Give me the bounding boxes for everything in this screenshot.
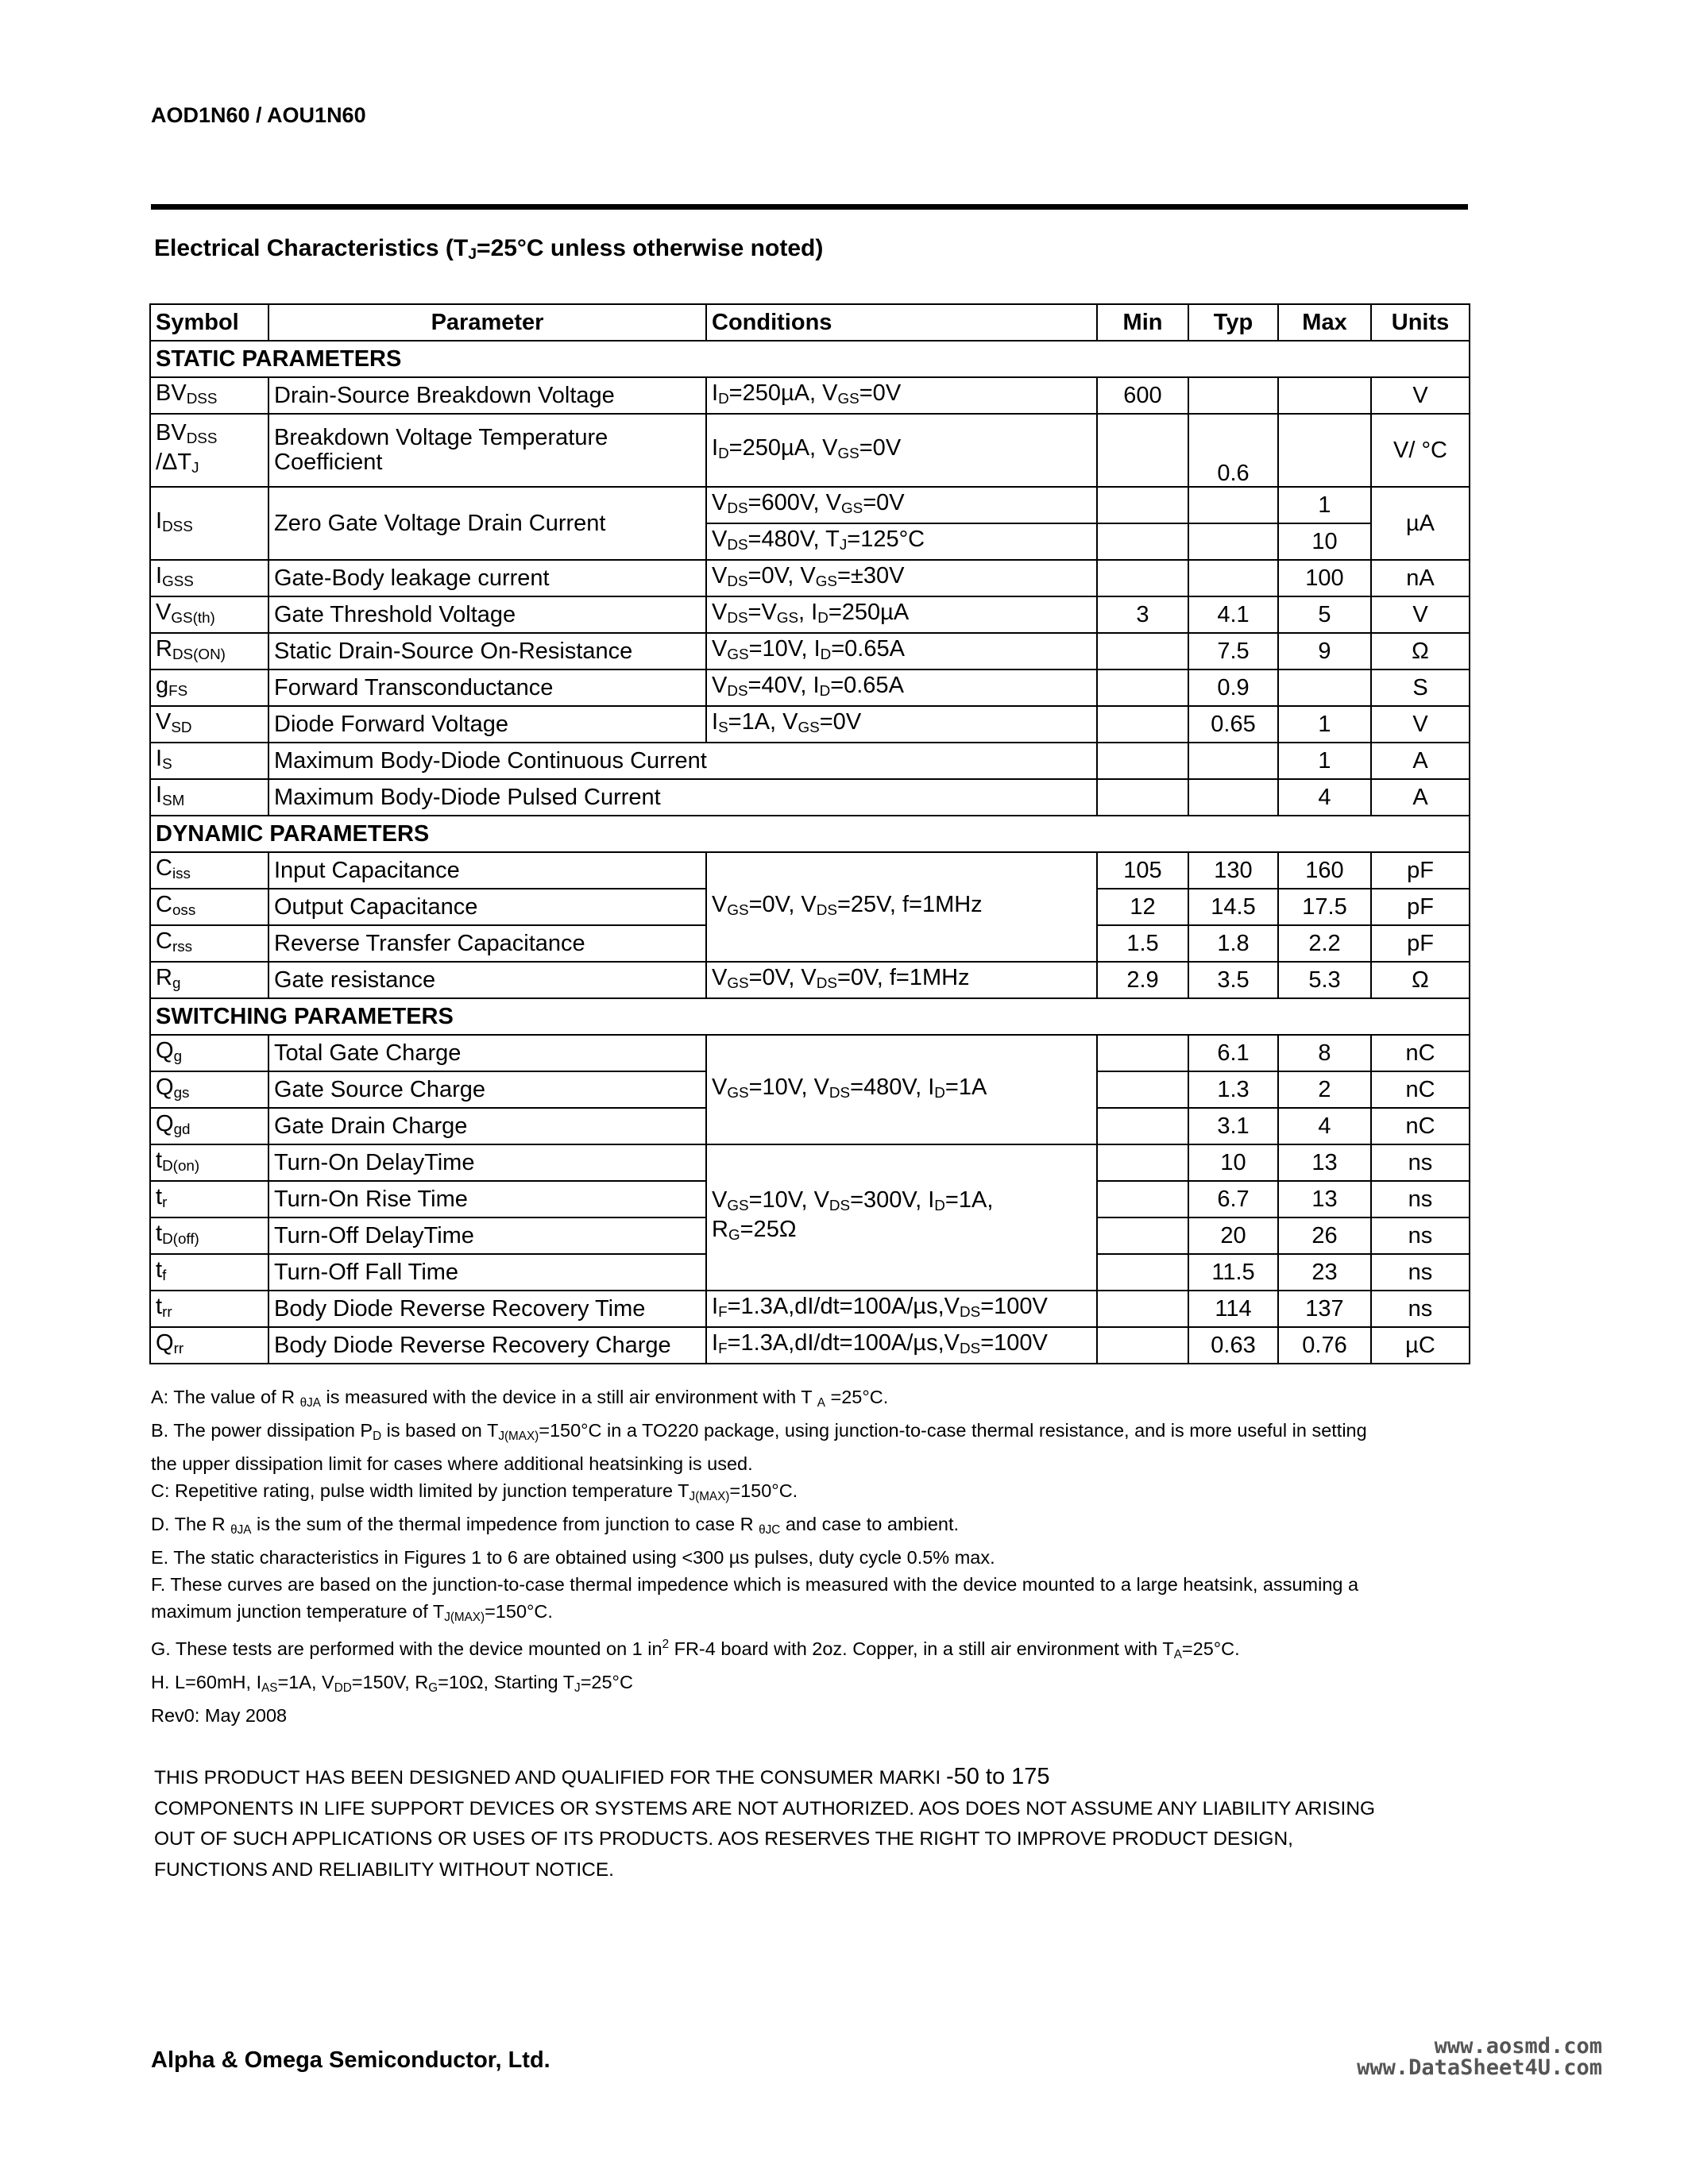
cell-parameter: Input Capacitance xyxy=(268,852,706,889)
cell-min xyxy=(1097,706,1188,743)
disclaimer-line-4: FUNCTIONS AND RELIABILITY WITHOUT NOTICE. xyxy=(154,1858,614,1881)
cell-max: 137 xyxy=(1278,1291,1371,1327)
footnote-f-cont: maximum junction temperature of $T_{J(MAX)}=150^\circ C$. xyxy=(151,1601,553,1624)
cell-min xyxy=(1097,779,1188,816)
revision-note: Rev0: May 2008 xyxy=(151,1704,288,1726)
cell-min xyxy=(1097,1108,1188,1144)
cell-min xyxy=(1097,743,1188,779)
cell-min xyxy=(1097,1217,1188,1254)
cell-units: nC xyxy=(1371,1035,1470,1071)
cell-max: 4 xyxy=(1278,1108,1371,1144)
cell-units: V/ °C xyxy=(1371,414,1470,487)
watermark-aosmd: www.aosmd.com xyxy=(1434,2034,1602,2059)
cell-units: nC xyxy=(1371,1071,1470,1108)
cell-max: 23 xyxy=(1278,1254,1371,1291)
group-label-switching: SWITCHING PARAMETERS xyxy=(150,998,1470,1035)
cell-units: A xyxy=(1371,743,1470,779)
cell-parameter: Gate resistance xyxy=(268,962,706,998)
col-header-max: Max xyxy=(1278,304,1371,341)
cell-conditions: $I_D=250\mu A$, $V_{GS}=0V$ xyxy=(706,414,1097,487)
cell-typ: 130 xyxy=(1188,852,1278,889)
cell-parameter: Maximum Body-Diode Continuous Current xyxy=(268,743,1097,779)
header-rule xyxy=(151,204,1468,210)
col-header-symbol: Symbol xyxy=(150,304,268,341)
table-row xyxy=(150,706,1470,743)
table-row xyxy=(150,560,1470,596)
cell-parameter: Zero Gate Voltage Drain Current xyxy=(268,487,706,560)
cell-max: 8 xyxy=(1278,1035,1371,1071)
cell-max: 17.5 xyxy=(1278,889,1371,925)
cell-typ: 4.1 xyxy=(1188,596,1278,633)
cell-symbol: $R_{DS(ON)}$ xyxy=(150,633,268,669)
table-row xyxy=(150,669,1470,706)
cell-max xyxy=(1278,669,1371,706)
cell-symbol: $V_{SD}$ xyxy=(150,706,268,743)
disclaimer xyxy=(154,1761,1375,1885)
cell-symbol: $Q_{rr}$ xyxy=(150,1327,268,1364)
cell-conditions: $I_D=250\mu A$, $V_{GS}=0V$ xyxy=(706,377,1097,414)
cell-parameter: Breakdown Voltage Temperature Coefficient xyxy=(268,414,706,487)
group-row-dynamic xyxy=(150,816,1470,852)
disclaimer-line-2: COMPONENTS IN LIFE SUPPORT DEVICES OR SYSTEMS ARE NOT AUTHORIZED. AOS DOES NOT ASSUME ANY LIABILITY ARISING xyxy=(154,1797,1376,1819)
cell-min xyxy=(1097,1327,1188,1364)
cell-symbol: $Q_{gd}$ xyxy=(150,1108,268,1144)
cell-typ: 1.3 xyxy=(1188,1071,1278,1108)
cell-symbol: $I_{GSS}$ xyxy=(150,560,268,596)
cell-parameter: Turn-Off DelayTime xyxy=(268,1217,706,1254)
footnote-d: D. The R $_{\theta JA}$ is the sum of the thermal impedence from junction to case R $_{\theta JC}$ and case to ambient. xyxy=(151,1514,960,1537)
cell-conditions: $I_S=1A$, $V_{GS}=0V$ xyxy=(706,706,1097,743)
cell-conditions: $V_{DS}=40V$, $I_D=0.65A$ xyxy=(706,669,1097,706)
cell-max: 5.3 xyxy=(1278,962,1371,998)
cell-units: V xyxy=(1371,377,1470,414)
cell-max: 26 xyxy=(1278,1217,1371,1254)
cell-typ xyxy=(1188,779,1278,816)
table-row xyxy=(150,1291,1470,1327)
cell-symbol: $C_{rss}$ xyxy=(150,925,268,962)
cell-parameter: Reverse Transfer Capacitance xyxy=(268,925,706,962)
cell-min xyxy=(1097,633,1188,669)
col-header-typ: Typ xyxy=(1188,304,1278,341)
cell-symbol: $t_f$ xyxy=(150,1254,268,1291)
table-row xyxy=(150,743,1470,779)
disclaimer-line-1 xyxy=(154,1761,1375,1794)
cell-symbol: $R_g$ xyxy=(150,962,268,998)
cell-units: ns xyxy=(1371,1217,1470,1254)
cell-typ: 3.5 xyxy=(1188,962,1278,998)
cell-max: 1 xyxy=(1278,487,1371,523)
footnote-f: F. These curves are based on the junction-to-case thermal impedence which is measured with the device mounted to a large heatsink, assuming a xyxy=(151,1574,1359,1595)
cell-min xyxy=(1097,1071,1188,1108)
cell-symbol: $I_{SM}$ xyxy=(150,779,268,816)
cell-parameter: Drain-Source Breakdown Voltage xyxy=(268,377,706,414)
cell-units: A xyxy=(1371,779,1470,816)
footnote-e: E. The static characteristics in Figures 1 to 6 are obtained using <300 µs pulses, duty cycle 0.5% max. xyxy=(151,1547,995,1568)
cell-typ: 1.8 xyxy=(1188,925,1278,962)
table-row xyxy=(150,1144,1470,1181)
cell-typ: 6.7 xyxy=(1188,1181,1278,1217)
table-row xyxy=(150,596,1470,633)
cell-typ xyxy=(1188,487,1278,523)
group-label-static: STATIC PARAMETERS xyxy=(150,341,1470,377)
cell-typ xyxy=(1188,377,1278,414)
col-header-units: Units xyxy=(1371,304,1470,341)
cell-max: 160 xyxy=(1278,852,1371,889)
cell-units: ns xyxy=(1371,1181,1470,1217)
cell-units: nC xyxy=(1371,1108,1470,1144)
cell-typ: 10 xyxy=(1188,1144,1278,1181)
cell-units: Ω xyxy=(1371,962,1470,998)
cell-min xyxy=(1097,1291,1188,1327)
cell-max: 13 xyxy=(1278,1181,1371,1217)
cell-symbol: $C_{iss}$ xyxy=(150,852,268,889)
col-header-conditions: Conditions xyxy=(706,304,1097,341)
cell-symbol: $g_{FS}$ xyxy=(150,669,268,706)
cell-typ: 114 xyxy=(1188,1291,1278,1327)
cell-min xyxy=(1097,1144,1188,1181)
footnote-a: A: The value of R $_{\theta JA}$ is measured with the device in a still air environment with T $_A$ =25°C. xyxy=(151,1387,889,1410)
cell-typ xyxy=(1188,743,1278,779)
group-row-switching xyxy=(150,998,1470,1035)
cell-typ xyxy=(1188,523,1278,560)
cell-max: 4 xyxy=(1278,779,1371,816)
watermark xyxy=(1357,2035,1602,2078)
table-row xyxy=(150,414,1470,487)
cell-typ: 11.5 xyxy=(1188,1254,1278,1291)
cell-symbol: $V_{GS(th)}$ xyxy=(150,596,268,633)
group-label-dynamic: DYNAMIC PARAMETERS xyxy=(150,816,1470,852)
cell-units: V xyxy=(1371,596,1470,633)
cell-symbol: $BV_{DSS}$ $/\Delta T_J$ xyxy=(150,414,268,487)
cell-typ: 14.5 xyxy=(1188,889,1278,925)
cell-units: µC xyxy=(1371,1327,1470,1364)
cell-parameter: Gate Drain Charge xyxy=(268,1108,706,1144)
cell-max: 10 xyxy=(1278,523,1371,560)
cell-max: 9 xyxy=(1278,633,1371,669)
cell-units: pF xyxy=(1371,925,1470,962)
cell-parameter: Body Diode Reverse Recovery Charge xyxy=(268,1327,706,1364)
cell-min: 2.9 xyxy=(1097,962,1188,998)
cell-symbol: $C_{oss}$ xyxy=(150,889,268,925)
cell-symbol: $t_{D(off)}$ xyxy=(150,1217,268,1254)
cell-conditions: $V_{DS}=480V$, $T_J=125^\circ C$ xyxy=(706,523,1097,560)
cell-max: 2 xyxy=(1278,1071,1371,1108)
cell-parameter: Total Gate Charge xyxy=(268,1035,706,1071)
table-row xyxy=(150,487,1470,523)
table-row xyxy=(150,633,1470,669)
cell-max: 5 xyxy=(1278,596,1371,633)
cell-symbol: $I_S$ xyxy=(150,743,268,779)
table-row xyxy=(150,779,1470,816)
cell-units: pF xyxy=(1371,889,1470,925)
cell-typ: 6.1 xyxy=(1188,1035,1278,1071)
cell-units: µA xyxy=(1371,487,1470,560)
table-header-row xyxy=(150,304,1470,341)
cell-typ: 20 xyxy=(1188,1217,1278,1254)
cell-max: 13 xyxy=(1278,1144,1371,1181)
cell-max: 1 xyxy=(1278,743,1371,779)
cell-min xyxy=(1097,669,1188,706)
cell-parameter: Turn-On DelayTime xyxy=(268,1144,706,1181)
cell-min: 12 xyxy=(1097,889,1188,925)
cell-parameter: Forward Transconductance xyxy=(268,669,706,706)
cell-typ: 0.9 xyxy=(1188,669,1278,706)
cell-min: 3 xyxy=(1097,596,1188,633)
cell-parameter: Gate-Body leakage current xyxy=(268,560,706,596)
col-header-min: Min xyxy=(1097,304,1188,341)
cell-conditions: $V_{GS}=10V$, $I_D=0.65A$ xyxy=(706,633,1097,669)
disclaimer-line-3: OUT OF SUCH APPLICATIONS OR USES OF ITS PRODUCTS. AOS RESERVES THE RIGHT TO IMPROVE PRODUCT DESIGN, xyxy=(154,1828,1293,1850)
cell-min xyxy=(1097,1035,1188,1071)
table-row xyxy=(150,377,1470,414)
cell-max: 2.2 xyxy=(1278,925,1371,962)
cell-parameter: Diode Forward Voltage xyxy=(268,706,706,743)
footnote-h: H. L=60mH, $I_{AS}=1A$, $V_{DD}=150V$, $R_G=10\Omega$, Starting $T_J=25^\circ C$ xyxy=(151,1671,633,1695)
cell-min xyxy=(1097,1181,1188,1217)
group-row-static xyxy=(150,341,1470,377)
cell-symbol: $Q_g$ xyxy=(150,1035,268,1071)
cell-min: 105 xyxy=(1097,852,1188,889)
cell-typ: 0.63 xyxy=(1188,1327,1278,1364)
cell-conditions: $V_{GS}=10V$, $V_{DS}=480V$, $I_D=1A$ xyxy=(706,1035,1097,1144)
cell-conditions: $I_F=1.3A,dI/dt=100A/\mu s,V_{DS}=100V$ xyxy=(706,1291,1097,1327)
cell-max: 1 xyxy=(1278,706,1371,743)
table-row xyxy=(150,1327,1470,1364)
disclaimer-line-1-tail: -50 to 175 xyxy=(945,1764,1050,1789)
cell-symbol: $t_r$ xyxy=(150,1181,268,1217)
cell-symbol: $BV_{DSS}$ xyxy=(150,377,268,414)
cell-conditions: $V_{DS}=0V$, $V_{GS}=\pm 30V$ xyxy=(706,560,1097,596)
cell-parameter: Output Capacitance xyxy=(268,889,706,925)
cell-typ: 3.1 xyxy=(1188,1108,1278,1144)
cell-units: nA xyxy=(1371,560,1470,596)
cell-conditions: $V_{DS}=600V$, $V_{GS}=0V$ xyxy=(706,487,1097,523)
cell-conditions: $V_{GS}=0V$, $V_{DS}=25V$, f=1MHz xyxy=(706,852,1097,962)
footnote-c: C: Repetitive rating, pulse width limited by junction temperature $T_{J(MAX)}=150^\circ C$. xyxy=(151,1480,798,1503)
cell-parameter: Turn-Off Fall Time xyxy=(268,1254,706,1291)
cell-max: 100 xyxy=(1278,560,1371,596)
table-row xyxy=(150,962,1470,998)
cell-min xyxy=(1097,487,1188,523)
col-header-parameter: Parameter xyxy=(268,304,706,341)
cell-units: S xyxy=(1371,669,1470,706)
cell-parameter: Body Diode Reverse Recovery Time xyxy=(268,1291,706,1327)
cell-parameter: Gate Threshold Voltage xyxy=(268,596,706,633)
table-row xyxy=(150,1035,1470,1071)
cell-symbol: $t_{rr}$ xyxy=(150,1291,268,1327)
cell-max xyxy=(1278,377,1371,414)
footnote-b: B. The power dissipation $P_D$ is based on $T_{J(MAX)}=150^\circ C$ in a TO220 package, using junction-to-case thermal resistance, and is more useful in setting xyxy=(151,1420,1367,1443)
cell-conditions: $V_{DS}=V_{GS}$, $I_D=250\mu A$ xyxy=(706,596,1097,633)
cell-typ xyxy=(1188,560,1278,596)
cell-conditions: $V_{GS}=10V$, $V_{DS}=300V$, $I_D=1A$, $R_G=25\Omega$ xyxy=(706,1144,1097,1291)
cell-typ: 0.65 xyxy=(1188,706,1278,743)
cell-symbol: $t_{D(on)}$ xyxy=(150,1144,268,1181)
footnote-b-cont: the upper dissipation limit for cases where additional heatsinking is used. xyxy=(151,1453,753,1474)
cell-units: Ω xyxy=(1371,633,1470,669)
watermark-datasheet: www.DataSheet4U.com xyxy=(1357,2055,1602,2080)
cell-typ: 7.5 xyxy=(1188,633,1278,669)
company-name: Alpha & Omega Semiconductor, Ltd. xyxy=(151,2047,550,2073)
cell-min xyxy=(1097,414,1188,487)
cell-symbol: $I_{DSS}$ xyxy=(150,487,268,560)
cell-min xyxy=(1097,1254,1188,1291)
cell-units: ns xyxy=(1371,1291,1470,1327)
cell-units: ns xyxy=(1371,1254,1470,1291)
cell-parameter: Gate Source Charge xyxy=(268,1071,706,1108)
cell-conditions: $V_{GS}=0V$, $V_{DS}=0V$, f=1MHz xyxy=(706,962,1097,998)
cell-min xyxy=(1097,560,1188,596)
footnotes xyxy=(151,1383,1470,1729)
cell-parameter: Turn-On Rise Time xyxy=(268,1181,706,1217)
table-row xyxy=(150,852,1470,889)
cell-max xyxy=(1278,414,1371,487)
cell-units: V xyxy=(1371,706,1470,743)
cell-units: pF xyxy=(1371,852,1470,889)
cell-typ: 0.6 xyxy=(1188,414,1278,487)
electrical-characteristics-table xyxy=(149,303,1470,1364)
cell-symbol: $Q_{gs}$ xyxy=(150,1071,268,1108)
cell-min xyxy=(1097,523,1188,560)
cell-min: 1.5 xyxy=(1097,925,1188,962)
cell-units: ns xyxy=(1371,1144,1470,1181)
part-number-header: AOD1N60 / AOU1N60 xyxy=(151,103,366,127)
cell-min: 600 xyxy=(1097,377,1188,414)
disclaimer-line-1-text: THIS PRODUCT HAS BEEN DESIGNED AND QUALIFIED FOR THE CONSUMER MARKI xyxy=(154,1767,941,1788)
cell-max: 0.76 xyxy=(1278,1327,1371,1364)
cell-parameter: Static Drain-Source On-Resistance xyxy=(268,633,706,669)
cell-parameter: Maximum Body-Diode Pulsed Current xyxy=(268,779,1097,816)
cell-conditions: $I_F=1.3A,dI/dt=100A/\mu s,V_{DS}=100V$ xyxy=(706,1327,1097,1364)
section-title: Electrical Characteristics ($T_J=25^\circ C$ unless otherwise noted) xyxy=(154,235,824,263)
footnote-g: G. These tests are performed with the device mounted on 1 $in^2$ FR-4 board with 2oz. Copper, in a still air environment with $T_A=25^\circ C$. xyxy=(151,1638,1240,1661)
